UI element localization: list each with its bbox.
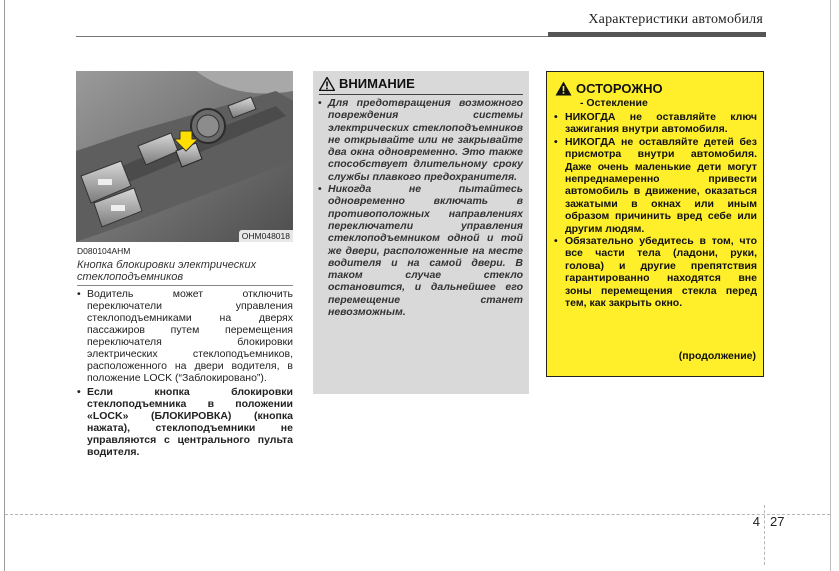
figure-caption: Кнопка блокировки электрических стеклоподъемников (77, 259, 257, 283)
footer-divider (764, 505, 765, 565)
door-switch-panel-illustration (76, 71, 293, 242)
caution-item: • НИКОГДА не оставляйте ключ зажигания внутри автомобиля. (552, 111, 757, 136)
continued-label: (продолжение) (678, 350, 756, 362)
window-lock-photo (76, 71, 293, 242)
notice-item: • Для предотвращения возможного повреждения системы электрических стеклоподъемников не открывайте или не закрывайте два окна одновременно. Это также способствует длительному сроку службы плавкого предохранителя. (317, 97, 523, 183)
list-item: • Водитель может отключить переключатели управления стеклоподъемниками на дверях пассажиров путем перемещения переключателя блокировки электрических стеклоподъемников, расположенного на двери водителя, в положение LOCK (“Заблокировано”). (76, 288, 293, 384)
notice-box (313, 71, 529, 394)
caution-title (555, 81, 663, 96)
list-item: • Если кнопка блокировки стеклоподъемника в положении «LOCK» (БЛОКИРОВКА) (кнопка нажата), стеклоподъемники не управляются с центрального пульта водителя. (76, 386, 293, 458)
image-code: D080104AHM (77, 246, 131, 256)
caution-list (552, 111, 757, 310)
header-rule-accent (548, 32, 766, 37)
caution-subtitle: - Остекление (580, 97, 648, 109)
photo-code: OHM048018 (239, 230, 293, 242)
notice-list (317, 97, 523, 318)
caption-rule (77, 285, 293, 286)
warning-triangle-icon (555, 81, 572, 96)
page-number: 27 (770, 514, 785, 529)
notice-title-rule (319, 94, 523, 95)
chapter-title: Характеристики автомобиля (588, 12, 763, 27)
notice-title-text: ВНИМАНИЕ (339, 76, 415, 91)
section-number: 4 (752, 514, 760, 529)
caution-box (546, 71, 764, 377)
page-right-border (830, 0, 831, 571)
notice-item: • Никогда не пытайтесь одновременно включать в противоположных направлениях переключатели управления стеклоподъемником одной и той же двери, расположенные на месте водителя и на самой двери. В таком случае стекло остановится, и дальнейшее его перемещение станет невозможным. (317, 183, 523, 318)
main-text-list (76, 288, 293, 460)
header-rule (76, 36, 548, 37)
footer-rule (5, 514, 830, 515)
notice-title (319, 76, 415, 91)
caution-title-text: ОСТОРОЖНО (576, 81, 663, 96)
warning-triangle-icon (319, 77, 335, 91)
caution-item: • НИКОГДА не оставляйте детей без присмотра внутри автомобиля. Даже очень маленькие дети могут непреднамеренно привести автомобиль в движение, оказаться зажатыми в окнах или иным образом причинить вред себе или другим людям. (552, 136, 757, 235)
caution-item: • Обязательно убедитесь в том, что все части тела (ладони, руки, голова) и другие препятствия гарантированно находятся вне зоны перемещения стекла перед тем, как закрыть окно. (552, 235, 757, 309)
page-left-border (4, 0, 5, 571)
